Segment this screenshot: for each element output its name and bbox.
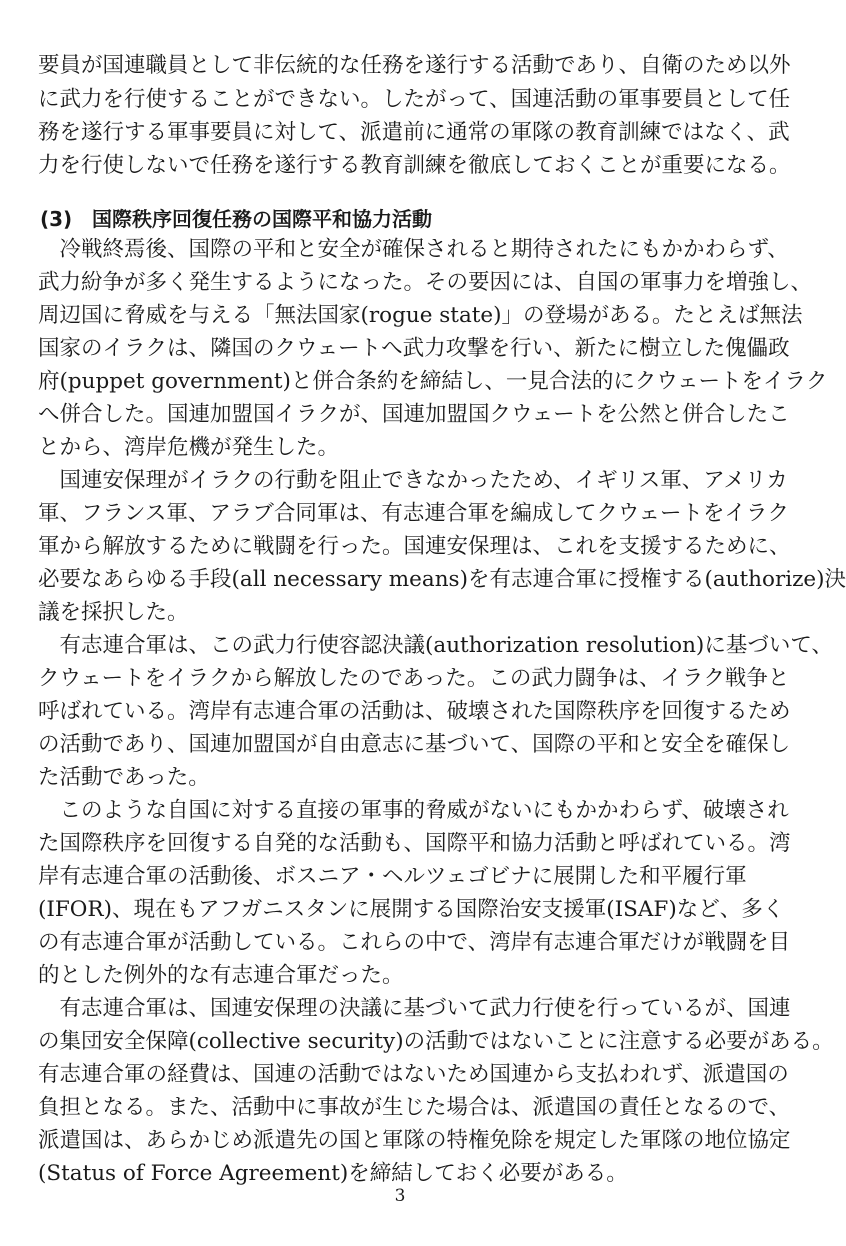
text-line: 議を採択した。 — [38, 600, 189, 625]
text-line: の集団安全保障(collective security)の活動ではないことに注意する必要がある。 — [38, 1029, 834, 1054]
text-line: 務を遂行する軍事要員に対して、派遣前に通常の軍隊の教育訓練ではなく、武 — [38, 120, 790, 145]
text-line: 国家のイラクは、隣国のクウェートへ武力攻撃を行い、新たに樹立した傀儡政 — [38, 336, 790, 361]
section-heading — [40, 203, 760, 235]
text-line: に武力を行使することができない。したがって、国連活動の軍事要員として任 — [38, 87, 791, 112]
text-line: このような自国に対する直接の軍事的脅威がないにもかかわらず、破壊され — [38, 798, 789, 823]
text-line: 有志連合軍は、この武力行使容認決議(authorization resolution)に基づいて、 — [38, 633, 833, 658]
text-line: 負担となる。また、活動中に事故が生じた場合は、派遣国の責任となるので、 — [38, 1095, 791, 1120]
text-line: 軍から解放するために戦闘を行った。国連安保理は、これを支援するために、 — [38, 534, 791, 559]
section-title: 国際秩序回復任務の国際平和協力活動 — [92, 207, 432, 231]
section-number: (3) — [40, 207, 73, 231]
text-line: へ併合した。国連加盟国イラクが、国連加盟国クウェートを公然と併合したこ — [38, 402, 790, 427]
text-line: た国際秩序を回復する自発的な活動も、国際平和協力活動と呼ばれている。湾 — [38, 831, 791, 856]
text-line: 冷戦終焉後、国際の平和と安全が確保されると期待されたにもかかわらず、 — [38, 237, 789, 262]
text-line: 的とした例外的な有志連合軍だった。 — [38, 963, 404, 988]
text-line: 軍、フランス軍、アラブ合同軍は、有志連合軍を編成してクウェートをイラク — [38, 501, 789, 526]
text-line: 要員が国連職員として非伝統的な任務を遂行する活動であり、自衛のため以外 — [38, 53, 791, 78]
text-line: 有志連合軍の経費は、国連の活動ではないため国連から支払われず、派遣国の — [38, 1062, 789, 1087]
text-line: (IFOR)、現在もアフガニスタンに展開する国際治安支援軍(ISAF)など、多く — [38, 897, 785, 922]
text-line: 府(puppet government)と併合条約を締結し、一見合法的にクウェートをイラク — [38, 369, 828, 394]
text-line: の有志連合軍が活動している。これらの中で、湾岸有志連合軍だけが戦闘を目 — [38, 930, 791, 955]
text-line: (Status of Force Agreement)を締結しておく必要がある。 — [38, 1161, 628, 1186]
text-line: 周辺国に脅威を与える「無法国家(rogue state)」の登場がある。たとえば無法 — [38, 303, 803, 328]
text-line: とから、湾岸危機が発生した。 — [38, 435, 340, 460]
text-line: 岸有志連合軍の活動後、ボスニア・ヘルツェゴビナに展開した和平履行軍 — [38, 864, 747, 889]
text-line: 必要なあらゆる手段(all necessary means)を有志連合軍に授権する(authorize)決 — [38, 567, 846, 592]
text-line: 力を行使しないで任務を遂行する教育訓練を徹底しておくことが重要になる。 — [38, 153, 791, 178]
text-line: た活動であった。 — [38, 765, 210, 790]
text-line: 派遣国は、あらかじめ派遣先の国と軍隊の特権免除を規定した軍隊の地位協定 — [38, 1128, 791, 1153]
text-line: の活動であり、国連加盟国が自由意志に基づいて、国際の平和と安全を確保し — [38, 732, 791, 757]
text-line: クウェートをイラクから解放したのであった。この武力闘争は、イラク戦争と — [38, 666, 790, 691]
text-line: 呼ばれている。湾岸有志連合軍の活動は、破壊された国際秩序を回復するため — [38, 699, 791, 724]
page-number: 3 — [394, 1186, 406, 1206]
text-line: 国連安保理がイラクの行動を阻止できなかったため、イギリス軍、アメリカ — [38, 468, 788, 493]
text-line: 武力紛争が多く発生するようになった。その要因には、自国の軍事力を増強し、 — [38, 270, 813, 295]
text-line: 有志連合軍は、国連安保理の決議に基づいて武力行使を行っているが、国連 — [38, 996, 791, 1021]
